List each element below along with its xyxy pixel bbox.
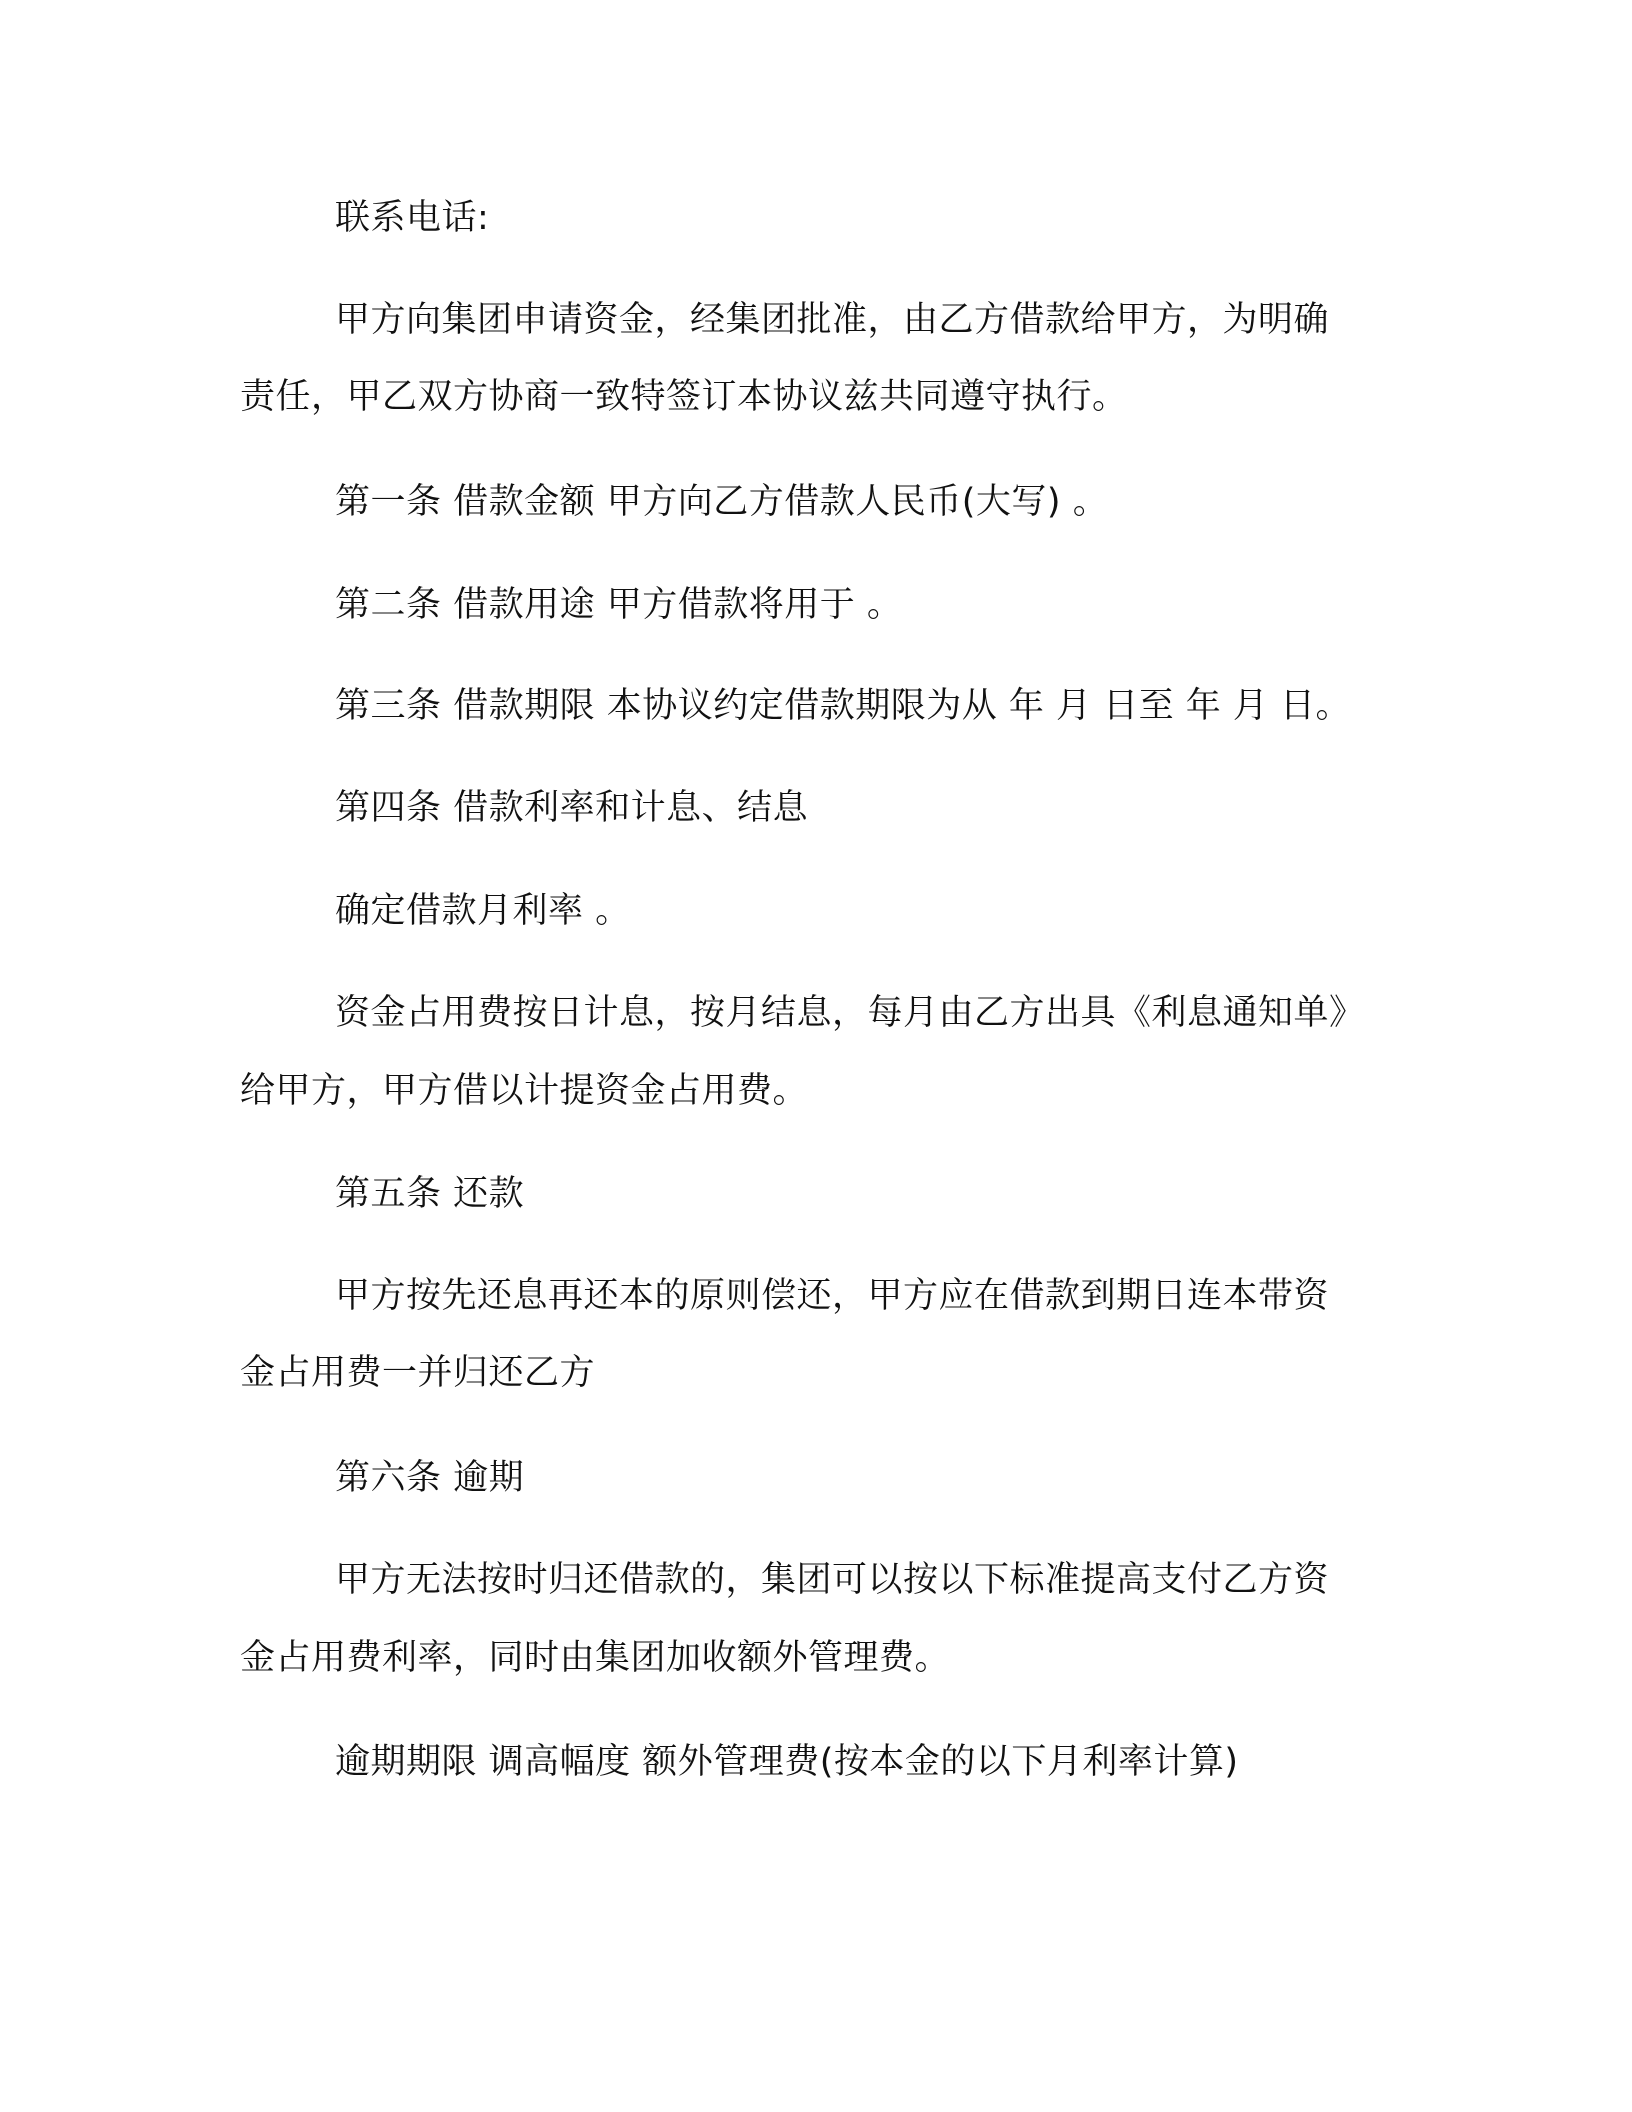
article-5-body-line-2: 金占用费一并归还乙方 bbox=[240, 1353, 596, 1393]
article-5-body-line-1: 甲方按先还息再还本的原则偿还，甲方应在借款到期日连本带资 bbox=[335, 1276, 1330, 1316]
article-4-rate: 确定借款月利率 。 bbox=[335, 891, 631, 931]
article-5-heading: 第五条 还款 bbox=[335, 1174, 525, 1214]
article-6-heading: 第六条 逾期 bbox=[335, 1458, 525, 1498]
article-2: 第二条 借款用途 甲方借款将用于 。 bbox=[335, 585, 903, 625]
article-4-heading: 第四条 借款利率和计息、结息 bbox=[335, 788, 809, 828]
article-3: 第三条 借款期限 本协议约定借款期限为从 年 月 日至 年 月 日。 bbox=[335, 686, 1352, 726]
preamble-line-1: 甲方向集团申请资金，经集团批准，由乙方借款给甲方，为明确 bbox=[335, 300, 1330, 340]
article-1: 第一条 借款金额 甲方向乙方借款人民币(大写) 。 bbox=[335, 482, 1109, 522]
article-6-body-line-2: 金占用费利率，同时由集团加收额外管理费。 bbox=[240, 1638, 951, 1678]
article-4-fee-line-2: 给甲方，甲方借以计提资金占用费。 bbox=[240, 1071, 809, 1111]
article-6-body-line-1: 甲方无法按时归还借款的，集团可以按以下标准提高支付乙方资 bbox=[335, 1560, 1330, 1600]
preamble-line-2: 责任，甲乙双方协商一致特签订本协议兹共同遵守执行。 bbox=[240, 377, 1128, 417]
overdue-table-header: 逾期期限 调高幅度 额外管理费(按本金的以下月利率计算) bbox=[335, 1742, 1239, 1782]
contact-line: 联系电话: bbox=[335, 198, 490, 238]
article-4-fee-line-1: 资金占用费按日计息，按月结息，每月由乙方出具《利息通知单》 bbox=[335, 993, 1365, 1033]
